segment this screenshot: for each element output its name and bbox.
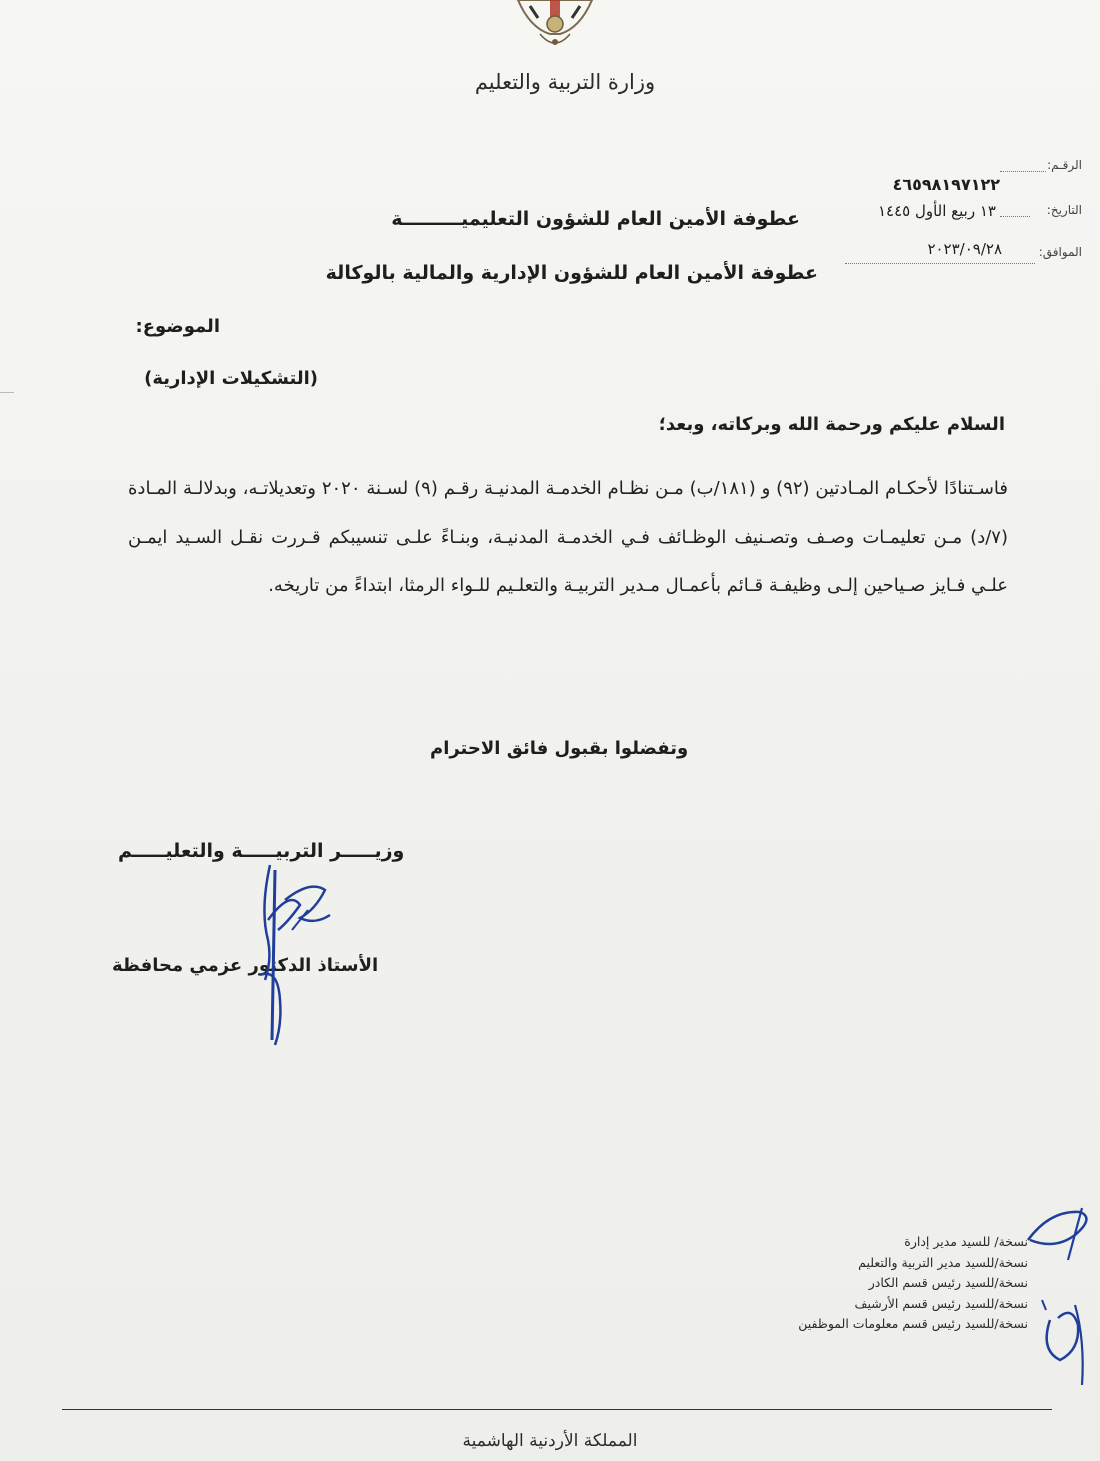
reference-number-dots (1000, 170, 1046, 172)
fold-mark (0, 392, 14, 407)
gregorian-date-value: ٢٠٢٣/٠٩/٢٨ (927, 240, 1002, 258)
greeting: السلام عليكم ورحمة الله وبركاته، وبعد؛ (658, 414, 1005, 435)
subject-value: (التشكيلات الإدارية) (144, 368, 318, 389)
copy-line: نسخة/للسيد رئيس قسم الكادر (868, 1275, 1028, 1290)
initials-signature-icon (1020, 1200, 1100, 1390)
copy-line: نسخة/ للسيد مدير إدارة (904, 1234, 1028, 1249)
addressee-educational-affairs: عطوفة الأمين العام للشؤون التعليميـــــــــة (391, 208, 800, 230)
minister-signature-icon (230, 860, 360, 1050)
closing-phrase: وتفضلوا بقبول فائق الاحترام (430, 738, 689, 759)
date-value: ١٣ ربيع الأول ١٤٤٥ (877, 202, 996, 220)
footer-kingdom-name: المملكة الأردنية الهاشمية (462, 1431, 638, 1451)
reference-number-value: ٤٦٥٩٨١٩٧١٢٢ (892, 175, 1000, 194)
copy-line: نسخة/للسيد مدير التربية والتعليم (858, 1254, 1028, 1270)
gregorian-date-label: الموافق: (1038, 245, 1082, 259)
copy-line: نسخة/للسيد رئيس قسم معلومات الموظفين (798, 1316, 1028, 1331)
reference-number-label: الرقـم: (1047, 158, 1082, 172)
addressee-administrative-affairs: عطوفة الأمين العام للشؤون الإدارية والمالية بالوكالة (325, 262, 818, 284)
jordan-coat-of-arms-icon (510, 0, 600, 52)
subject-label: الموضوع: (135, 316, 220, 337)
ministry-logo-text: وزارة التربية والتعليم (474, 70, 656, 94)
letter-body: فاسـتنادًا لأحكـام المـادتين (٩٢) و (١٨١/ب) مـن نظـام الخدمـة المدنيـة رقـم (٩) لسـنة ٢٠٢٠ وتعديلاتـه، وبدلالـة المـادة (٧/د) مـن تعليمـات وصـف وتصـنيف الوظـائف فـي الخدمـة المدنيـة، وبنـاءً علـى تنسيبكم قـررت نقـل السـيد ايمـن علـي فـايز صـياحين إلـى وظيفـة قـائم بأعمـال مـدير التربيـة والتعلـيم للـواء الرمثا، ابتداءً من تاريخه. (128, 478, 1008, 596)
minister-name: الأستاذ الدكتور عزمي محافظة (112, 955, 379, 976)
footer-divider (62, 1409, 1052, 1410)
gregorian-date-dots (845, 262, 1035, 264)
date-label: التاريخ: (1046, 203, 1082, 217)
copies-list (798, 1232, 1028, 1335)
date-dots (1000, 215, 1030, 217)
minister-title: وزيـــــر التربيـــــة والتعليـــــم (118, 840, 405, 862)
copy-line: نسخة/للسيد رئيس قسم الأرشيف (854, 1295, 1028, 1311)
